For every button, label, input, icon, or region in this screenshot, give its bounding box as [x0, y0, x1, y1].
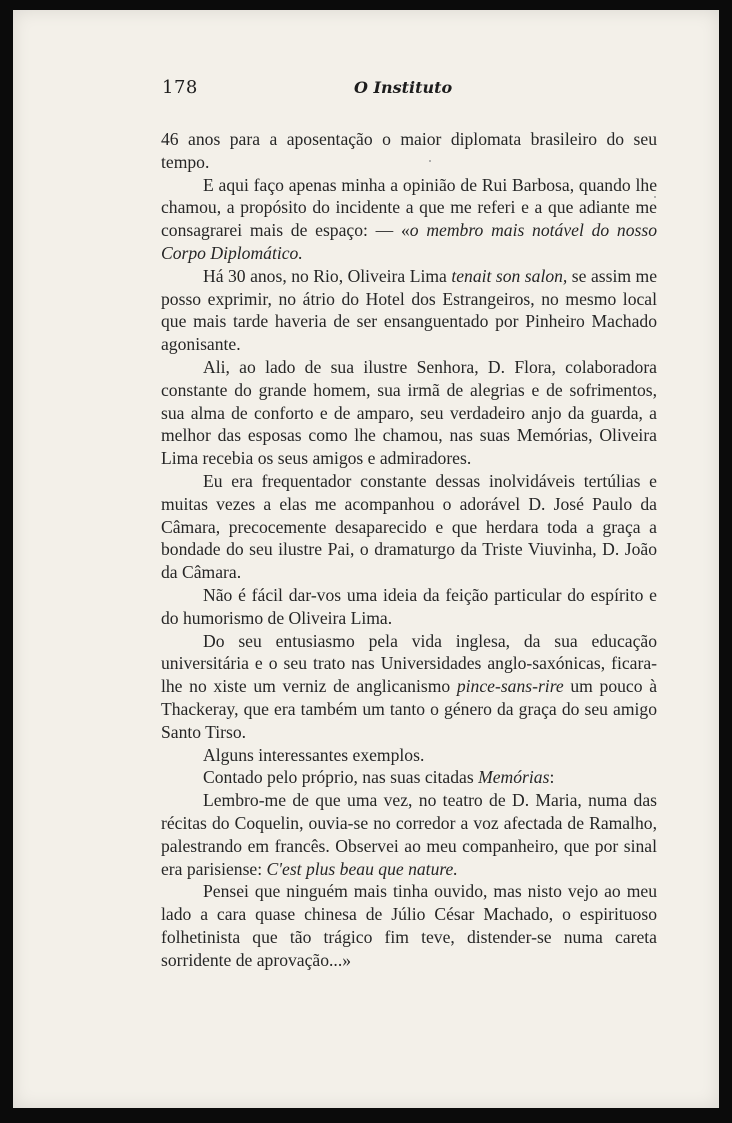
paragraph: Do seu entusiasmo pela vida inglesa, da sua educação universitária e o seu trato nas Universidades anglo-saxónicas, ficara-lhe no xiste um verniz de anglicanismo pince-sans-rire um pouco à Thackeray, que era também um tanto o género da graça do seu amigo Santo Tirso.	[161, 630, 657, 742]
paragraph: 46 anos para a aposentação o maior diplomata brasileiro do seu tempo.	[161, 129, 657, 172]
emphasis: Memórias	[478, 767, 550, 788]
paragraph: Há 30 anos, no Rio, Oliveira Lima tenait son salon, se assim me posso exprimir, no átrio do Hotel dos Estrangeiros, no mesmo local que mais tarde haveria de ser ensanguentado por Pinheiro Machado agonisante.	[161, 265, 657, 355]
paragraph: E aqui faço apenas minha a opinião de Rui Barbosa, quando lhe chamou, a propósito do incidente a que me referi e a que adiante me consagrarei mais de espaço: — «o membro mais notável do nosso Corpo Diplomático.	[161, 174, 657, 263]
page-header	[162, 77, 492, 101]
page-number: 178	[162, 77, 198, 98]
paragraph: Ali, ao lado de sua ilustre Senhora, D. Flora, colaboradora constante do grande homem, sua irmã de alegrias e de sofrimentos, sua alma de conforto e de amparo, seu verdadeiro anjo da guarda, a melhor das esposas como lhe chamou, nas suas Memórias, Oliveira Lima recebia os seus amigos e admiradores.	[161, 356, 657, 469]
emphasis: tenait son salon,	[451, 265, 568, 286]
emphasis: C'est plus beau que nature.	[266, 858, 458, 879]
emphasis: pince-sans-rire	[456, 676, 564, 697]
emphasis: o membro mais notável do nosso Corpo Diplomático.	[161, 220, 657, 263]
body-text	[161, 128, 657, 971]
paragraph: Eu era frequentador constante dessas inolvidáveis tertúlias e muitas vezes a elas me acompanhou o adorável D. José Paulo da Câmara, precocemente desaparecido e que herdara toda a graça a bondade do seu ilustre Pai, o dramaturgo da Triste Viuvinha, D. João da Câmara.	[161, 470, 657, 583]
paragraph: Pensei que ninguém mais tinha ouvido, mas nisto vejo ao meu lado a cara quase chinesa de Júlio César Machado, o espirituoso folhetinista que tão trágico fim teve, distender-se numa careta sorridente de aprovação...»	[161, 881, 657, 970]
paragraph: Não é fácil dar-vos uma ideia da feição particular do espírito e do humorismo de Oliveira Lima.	[161, 584, 657, 628]
paragraph: Alguns interessantes exemplos.	[203, 744, 425, 765]
running-title: O Instituto	[354, 78, 453, 97]
paragraph: Contado pelo próprio, nas suas citadas Memórias:	[203, 767, 555, 788]
paragraph: Lembro-me de que uma vez, no teatro de D. Maria, numa das récitas do Coquelin, ouvia-se no corredor a voz afectada de Ramalho, palestrando em francês. Observei ao meu companheiro, que por sinal era parisiense: C'est plus beau que nature.	[161, 790, 657, 879]
